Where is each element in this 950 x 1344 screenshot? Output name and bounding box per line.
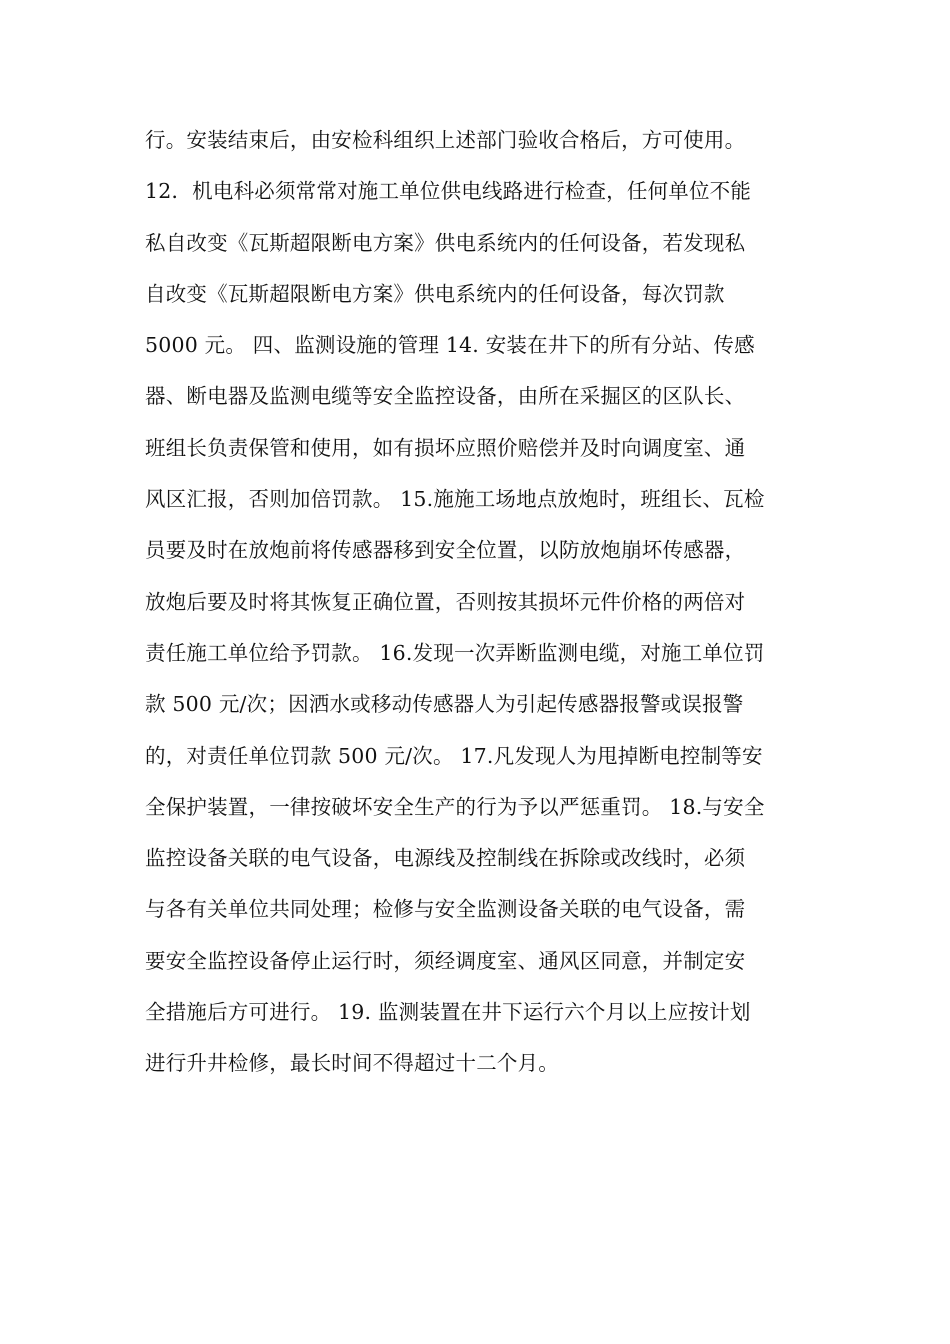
text-line: 要安全监控设备停止运行时，须经调度室、通风区同意，并制定安 [145,948,746,973]
text-line: 的，对责任单位罚款 500 元/次。 17.凡发现人为甩掉断电控制等安 [145,743,763,768]
text-line: 风区汇报，否则加倍罚款。 15.施施工场地点放炮时，班组长、瓦检 [145,487,765,512]
text-line: 全保护装置，一律按破坏安全生产的行为予以严惩重罚。 18.与安全 [145,794,765,819]
text-line: 进行升井检修，最长时间不得超过十二个月。 [145,1051,559,1076]
body-text [145,115,810,1090]
text-line: 自改变《瓦斯超限断电方案》供电系统内的任何设备，每次罚款 [145,281,725,306]
text-line: 器、断电器及监测电缆等安全监控设备，由所在采掘区的区队长、 [145,384,746,409]
text-line: 12．机电科必须常常对施工单位供电线路进行检查，任何单位不能 [145,179,752,204]
text-line: 5000 元。 四、监测设施的管理 14. 安装在井下的所有分站、传感 [145,333,755,358]
text-line: 放炮后要及时将其恢复正确位置，否则按其损坏元件价格的两倍对 [145,589,746,614]
text-line: 行。安装结束后，由安检科组织上述部门验收合格后，方可使用。 [145,128,746,152]
text-line: 监控设备关联的电气设备，电源线及控制线在拆除或改线时，必须 [145,846,746,871]
text-line: 责任施工单位给予罚款。 16.发现一次弄断监测电缆，对施工单位罚 [145,640,765,665]
text-line: 与各有关单位共同处理；检修与安全监测设备关联的电气设备，需 [145,897,746,922]
text-line: 私自改变《瓦斯超限断电方案》供电系统内的任何设备，若发现私 [145,230,746,255]
text-line: 款 500 元/次；因洒水或移动传感器人为引起传感器报警或误报警 [145,692,744,717]
text-line: 全措施后方可进行。 19. 监测装置在井下运行六个月以上应按计划 [145,1000,751,1025]
text-line: 班组长负责保管和使用，如有损坏应照价赔偿并及时向调度室、通 [145,435,746,460]
text-line: 员要及时在放炮前将传感器移到安全位置，以防放炮崩坏传感器， [145,538,746,563]
